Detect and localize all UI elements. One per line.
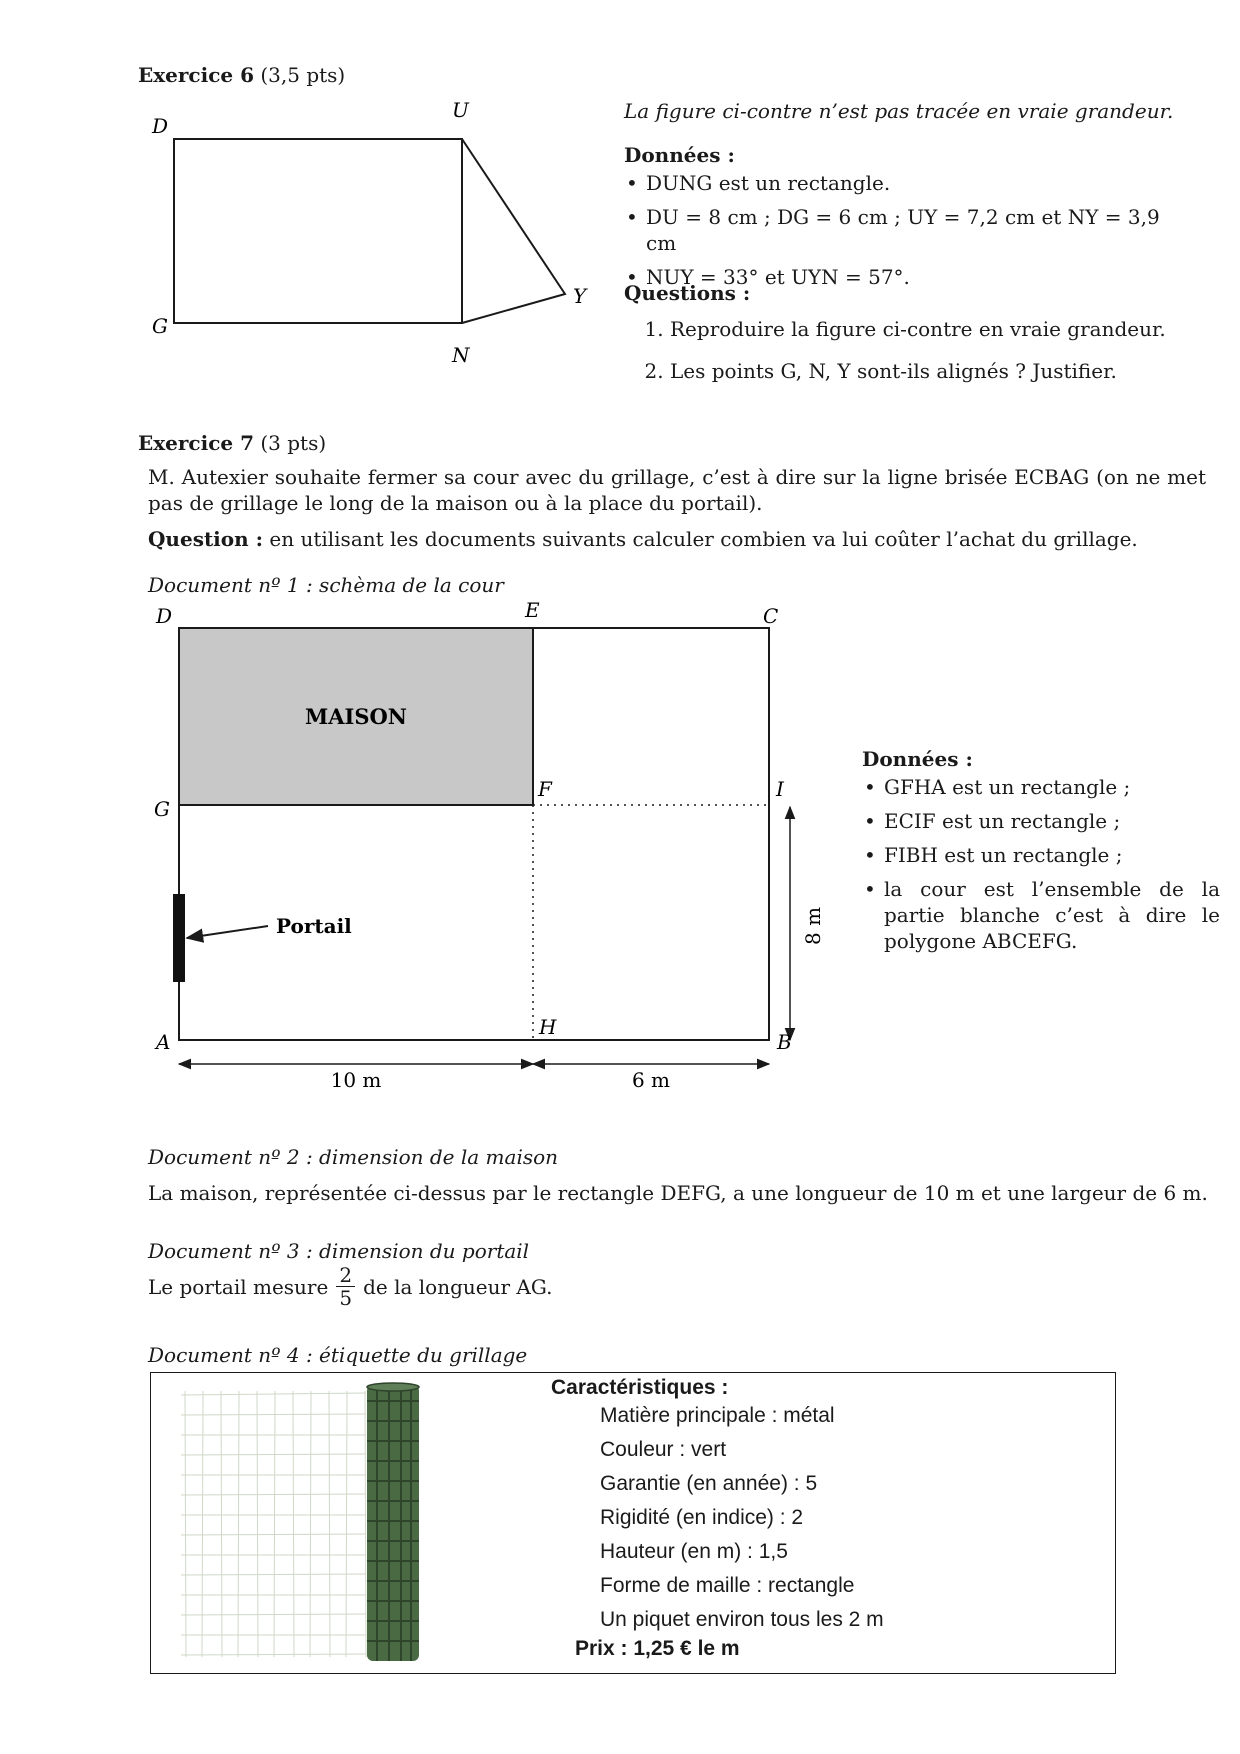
doc1-caption: Document nº 1 : schèma de la cour [148,573,504,597]
ex6-donnee: • NUY = 33° et UYN = 57°. [624,264,1184,290]
ex6-questions-list [628,316,1230,384]
doc2-text: La maison, représentée ci-dessus par le rectangle DEFG, a une longueur de 10 m et une largeur de 6 m. [148,1181,1208,1205]
point-h: H [539,1015,557,1039]
doc2-caption: Document nº 2 : dimension de la maison [148,1145,559,1169]
doc3-after: de la longueur AG. [363,1274,553,1299]
doc3-before: Le portail mesure [148,1274,329,1299]
doc3-text [148,1264,552,1309]
point-d: D [152,114,169,138]
label-price: Prix : 1,25 € le m [575,1637,740,1660]
point-a: A [156,1030,171,1054]
dim-label-6m: 6 m [631,1068,671,1092]
fraction-denominator: 5 [339,1286,353,1310]
label-line: Garantie (en année) : 5 [600,1472,818,1495]
ex6-figure [140,100,620,390]
portail-arrow [187,926,268,938]
point-g: G [152,314,168,338]
ex7-donnees-list [862,774,1220,954]
point-b: B [777,1030,792,1054]
ex7-donnee: • ECIF est un rectangle ; [862,808,1220,834]
ex6-donnee: • DU = 8 cm ; DG = 6 cm ; UY = 7,2 cm et NY = 3,9 cm [624,204,1184,256]
doc4-caption: Document nº 4 : étiquette du grillage [148,1343,528,1367]
point-g: G [154,797,170,821]
schema-cour [140,596,830,1096]
label-line: Matière principale : métal [600,1404,835,1427]
point-e: E [525,598,540,622]
label-line: Forme de maille : rectangle [600,1574,855,1597]
portail-bar [173,894,185,982]
dim-label-10m: 10 m [330,1068,382,1092]
label-line: Hauteur (en m) : 1,5 [600,1540,788,1563]
fraction-numerator: 2 [336,1264,355,1287]
ex7-points: (3 pts) [260,431,327,455]
point-d: D [156,604,173,628]
grillage-image [181,1381,571,1667]
ex6-note: La figure ci-contre n’est pas tracée en vraie grandeur. [624,99,1174,123]
ex7-title: Exercice 7 [138,431,254,455]
ex7-donnee: • FIBH est un rectangle ; [862,842,1220,868]
ex6-donnees-label: Données : [624,143,735,167]
point-c: C [763,604,779,628]
ex7-intro: M. Autexier souhaite fermer sa cour avec du grillage, c’est à dire sur la ligne brisée ECBAG (on ne met pas de grillage le long de la maison ou à la place du portail). [148,465,1206,515]
fraction [336,1264,355,1309]
ex7-donnees-label: Données : [862,747,973,771]
point-n: N [452,343,470,367]
doc3-caption: Document nº 3 : dimension du portail [148,1239,530,1263]
triangle-uyn [462,139,565,323]
ex7-heading [138,430,326,456]
ex6-heading [138,62,345,88]
maison-label: MAISON [304,704,408,729]
label-line: Rigidité (en indice) : 2 [600,1506,804,1529]
point-f: F [538,777,552,801]
ex6-points: (3,5 pts) [260,63,346,87]
label-line: Couleur : vert [600,1438,727,1461]
ex6-title: Exercice 6 [138,63,254,87]
dim-label-8m: 8 m [801,906,825,946]
label-line: Un piquet environ tous les 2 m [600,1608,884,1631]
ex6-question: 2. Les points G, N, Y sont-ils alignés ? Justifier. [670,358,1230,384]
grillage-label-box [150,1372,1116,1674]
ex7-donnee: • GFHA est un rectangle ; [862,774,1220,800]
ex7-question-label: Question : [148,527,264,551]
ex7-question-text: en utilisant les documents suivants calculer combien va lui coûter l’achat du grillage. [263,527,1138,551]
ex6-donnee: • DUNG est un rectangle. [624,170,1184,196]
point-u: U [452,100,469,122]
ex7-donnee: • la cour est l’ensemble de la partie blanche c’est à dire le polygone ABCEFG. [862,876,1220,954]
ex6-donnees-list [624,170,1184,290]
portail-label: Portail [276,914,352,938]
ex6-question: 1. Reproduire la figure ci-contre en vraie grandeur. [670,316,1230,342]
label-lines [600,1399,884,1637]
rectangle-dung [174,139,462,323]
point-y: Y [573,284,587,308]
ex7-question [148,526,1206,552]
point-i: I [776,777,784,801]
label-title: Caractéristiques : [551,1376,729,1399]
ex6-questions-label: Questions : [624,281,751,305]
